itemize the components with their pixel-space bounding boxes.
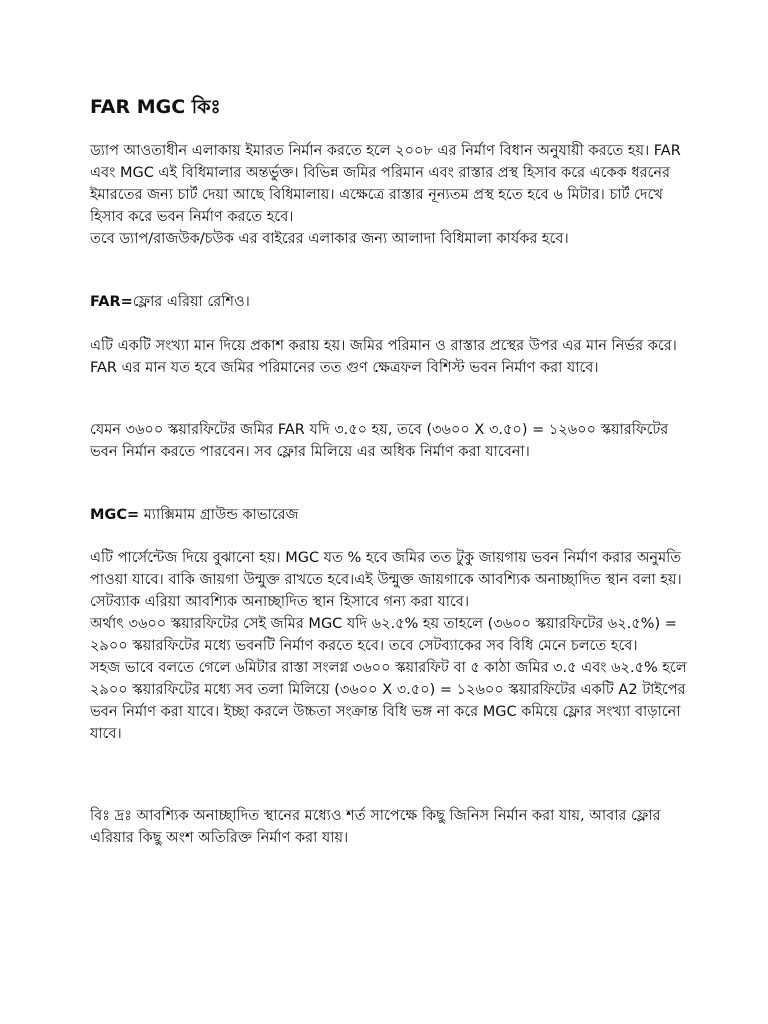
intro-paragraph: ড্যাপ আওতাধীন এলাকায় ইমারত নির্মান করতে হলে ২০০৮ এর নির্মাণ বিধান অনুযায়ী করতে হয়। FAR এবং MGC এই বিধিমালার অন্তর্ভুক্ত। বিভিন্ন জমির পরিমান এবং রাস্তার প্রস্থ হিসাব করে একেক ধরনের ইমারতের জন্য চার্ট দেয়া আছে বিধিমালায়। এক্ষেত্রে রাস্তার নূন্যতম প্রস্থ হতে হবে ৬ মিটার। চার্ট দেখে হিসাব করে ভবন নির্মাণ করতে হবে। <box>90 143 681 225</box>
mgc-paragraph-3: সহজ ভাবে বলতে গেলে ৬মিটার রাস্তা সংলগ্ন ৩৬০০ স্কয়ারফিট বা ৫ কাঠা জমির ৩.৫ এবং ৬২.৫% হলে ২৯০০ স্কয়ারফিটের মধ্যে সব তলা মিলিয়ে (৩৬০০ X ৩.৫০) = ১২৬০০ স্কয়ারফিটের একটি A2 টাইপের ভবন নির্মাণ করা যাবে। ইচ্ছা করলে উচ্চতা সংক্রান্ত বিধি ভঙ্গ না করে MGC কমিয়ে ফ্লোর সংখ্যা বাড়ানো যাবে। <box>90 660 687 742</box>
mgc-heading-line <box>90 504 690 526</box>
mgc-label: MGC= <box>90 507 140 523</box>
mgc-paragraph-2: অর্থাৎ ৩৬০০ স্কয়ারফিটের সেই জমির MGC যদি ৬২.৫% হয় তাহলে (৩৬০০ স্কয়ারফিটের ৬২.৫%) = ২৯০০ স্কয়ারফিটের মধ্যে ভবনটি নির্মাণ করতে হবে। তবে সেটব্যাকের সব বিধি মেনে চলতে হবে। <box>90 616 677 654</box>
far-definition: ফ্লোর এরিয়া রেশিও। <box>132 294 250 310</box>
page-title: FAR MGC কিঃ <box>90 96 221 118</box>
far-heading <box>90 291 690 313</box>
intro-section <box>90 140 690 250</box>
far-paragraph-2: যেমন ৩৬০০ স্কয়ারফিটের জমির FAR যদি ৩.৫০ হয়, তবে (৩৬০০ X ৩.৫০) = ১২৬০০ স্কয়ারফিটের ভবন নির্মান করতে পারবেন। সব ফ্লোর মিলিয়ে এর অধিক নির্মাণ করা যাবেনা। <box>90 422 669 460</box>
far-paragraph-1: এটি একটি সংখ্যা মান দিয়ে প্রকাশ করায় হয়। জমির পরিমান ও রাস্তার প্রস্থের উপর এর মান নির্ভর করে। FAR এর মান যত হবে জমির পরিমানের তত গুণ ক্ষেত্রফল বিশিস্ট ভবন নির্মাণ করা যাবে। <box>90 338 677 376</box>
far-heading-line <box>90 291 690 313</box>
far-label: FAR= <box>90 294 133 310</box>
mgc-heading <box>90 504 690 526</box>
mgc-section <box>90 547 690 745</box>
mgc-definition: ম্যাক্সিমাম গ্রাউন্ড কাভারেজ <box>139 507 299 523</box>
mgc-paragraph-1: এটি পার্সেন্টেজ দিয়ে বুঝানো হয়। MGC যত % হবে জমির তত টুকু জায়গায় ভবন নির্মাণ করার অনুমতি পাওয়া যাবে। বাকি জায়গা উন্মুক্ত রাখতে হবে।এই উন্মুক্ত জায়গাকে আবশ্যিক অনাচ্ছাদিত স্থান বলা হয়। সেটব্যাক এরিয়া আবশ্যিক অনাচ্ছাদিত স্থান হিসাবে গন্য করা যাবে। <box>90 550 682 610</box>
note-paragraph: বিঃ দ্রঃ আবশ্যিক অনাচ্ছাদিত স্থানের মধ্যেও শর্ত সাপেক্ষে কিছু জিনিস নির্মান করা যায়, আবার ফ্লোর এরিয়ার কিছু অংশ অতিরিক্ত নির্মাণ করা যায়। <box>90 808 661 846</box>
intro-note: তবে ড্যাপ/রাজউক/চউক এর বাইরের এলাকার জন্য আলাদা বিধিমালা কার্যকর হবে। <box>90 231 569 247</box>
